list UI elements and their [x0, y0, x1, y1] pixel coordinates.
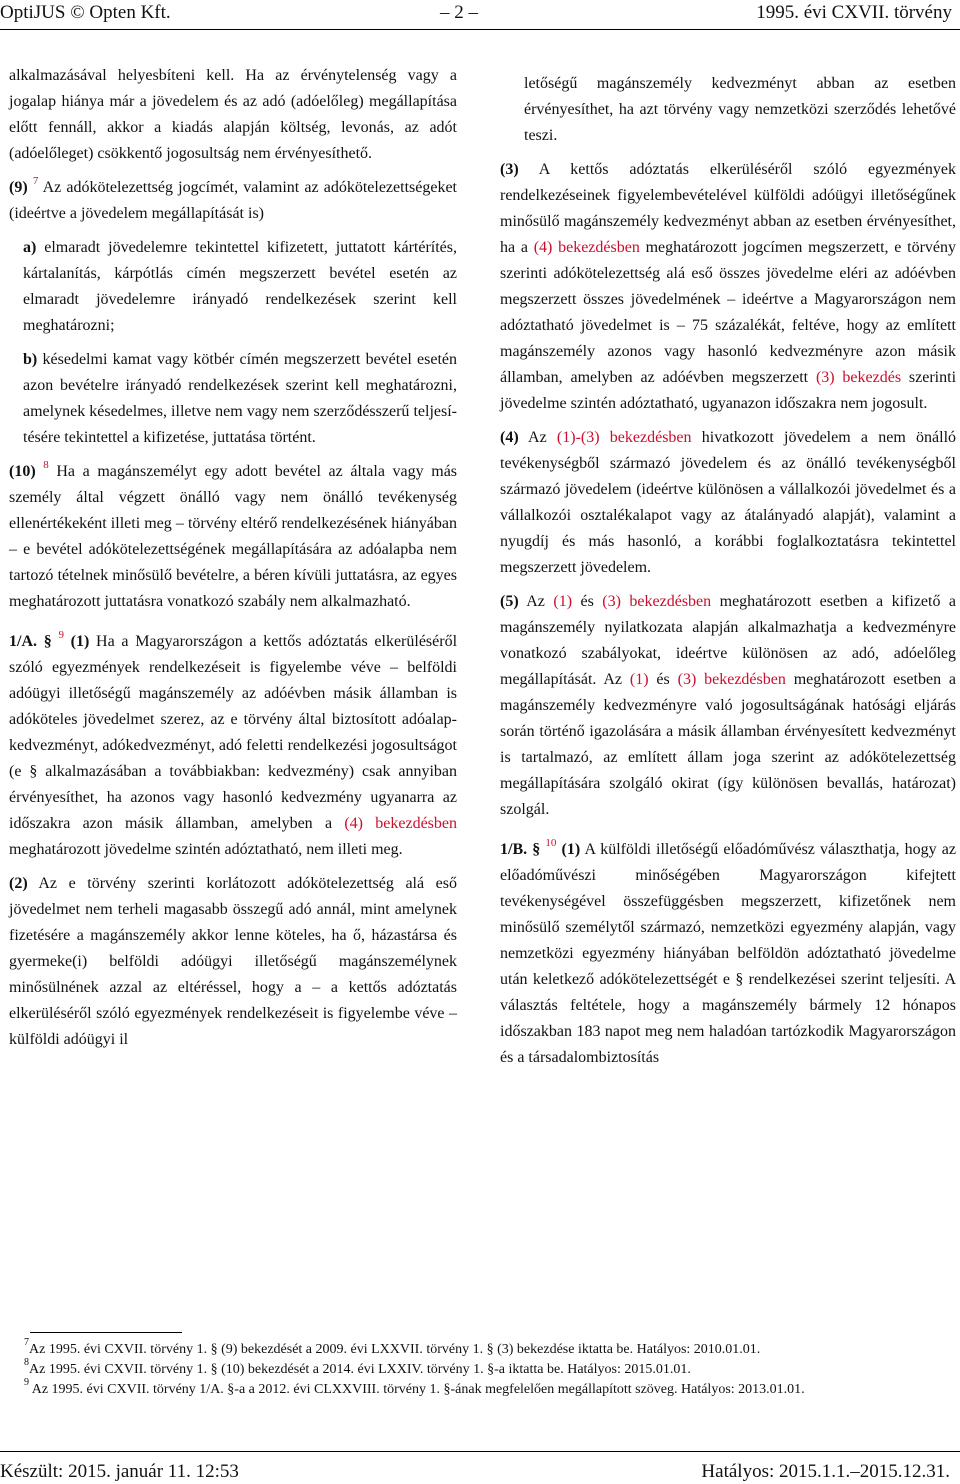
- footnote-9-number: 9: [24, 1377, 29, 1389]
- point-a-text: elmaradt jövedelemre tekintettel kifizetett, juttatott kártérítés, kártalanítás, kárpótlás címén megszerzett bevétel esetén az elmaradt jövedelemre irányadó rendelkezések szerint kell meghatározni;: [23, 239, 458, 334]
- section-1b-paragraph-1: [500, 837, 956, 1071]
- section-1a-p5-number: (5): [500, 593, 519, 610]
- footnote-divider: [30, 1332, 182, 1333]
- paragraph-9-text: Az adókötelezettség jogcímét, valamint az adókötelezettségeket (ideértve a jövedelem megállapítását is): [9, 179, 458, 222]
- footer-effective: Hatályos: 2015.1.1.–2015.12.31.: [701, 1461, 950, 1482]
- section-1a-label: 1/A. §: [9, 633, 52, 650]
- cross-ref-1-3-bekezdes[interactable]: (1)-(3) bekezdésben: [556, 429, 692, 446]
- section-1a-p5-text-5: meghatározott esetben a magánszemély kedvezményre való jogosultságának hatósági eljárás során történő igazolására a másik államban érvényesített kedvezményt is tartalmazó, az említett állam joga szerint az adókötelezettség megállapítására szolgáló okirat (így különösen bevallás, határozat) szolgál.: [500, 671, 957, 818]
- intro-paragraph: alkalmazásával helyesbíteni kell. Ha az érvénytelenség vagy a jogalap hiánya már a jövedelem és az adó (adóelőleg) megállapítása előtt fennáll, akkor a kiadás alapján költség, levonás, az adót (adóelőleget) csökkentő jogosultság nem érvényesíthető.: [9, 67, 457, 162]
- footnote-ref-8[interactable]: 8: [43, 458, 49, 471]
- section-1a-p4-number: (4): [500, 429, 519, 446]
- section-1a-p5-text-2: és: [580, 593, 594, 610]
- footer-divider: [0, 1451, 960, 1452]
- header-divider: [0, 29, 960, 30]
- footnote-8-number: 8: [24, 1357, 29, 1369]
- section-1a-p1-number: (1): [70, 633, 90, 650]
- cross-ref-3-bekezdesben[interactable]: (3) bekezdésben: [602, 593, 712, 610]
- section-1a-p4-text-2: hivatkozott jövedelem a nem önálló tevékenységből származó jövedelem és az önálló tevékenységből származó jövedelem (ideértve különösen a vállalkozói jövedelmet és a vállalkozói osztalékalapot vagy az átalányadó alapját), valamint a nyugdíj és más hasonló, a korábbi foglalkoztatásra tekintettel megszerzett jövedelem.: [500, 429, 957, 576]
- section-1a-p4-text-1: Az: [528, 429, 547, 446]
- header-page-number: – 2 –: [440, 2, 478, 23]
- cross-ref-4-bekezdes[interactable]: (4) bekezdésben: [344, 815, 458, 832]
- section-1b-p1-number: (1): [561, 841, 581, 858]
- section-1a-paragraph-2: [9, 871, 457, 1053]
- section-1a-p3-text-3: szerinti jövedelme szintén adóztatható, ugyanazon időszakra nem jogosult.: [500, 369, 957, 412]
- right-column: [500, 71, 956, 1071]
- footnote-9-text: Az 1995. évi CXVII. törvény 1/A. §-a a 2012. évi CLXXVIII. törvény 1. §-ának megfelelően megállapított szöveg. Hatályos: 2013.01.01.: [31, 1382, 805, 1397]
- section-1a-p5-text-3: meghatározott esetben a kifizető a magánszemély nyilatkozata alapján alkalmazhatja a kedvezményre vonatkozó szabályokat, ideértve különösen az adó, adóelőleg megállapítását. Az: [500, 593, 957, 688]
- left-column: [9, 63, 457, 1053]
- point-a-label: a): [23, 239, 37, 256]
- footnote-7-text: Az 1995. évi CXVII. törvény 1. § (9) bekezdését a 2009. évi LXXVII. törvény 1. § (3) bekezdése iktatta be. Hatályos: 2010.01.01.: [29, 1342, 761, 1357]
- section-1a-paragraph-4: [500, 425, 956, 581]
- footnote-7-number: 7: [24, 1337, 29, 1349]
- section-1a-p3-text-2: meghatározott jogcímen megszerzett, e törvény szerinti adókötelezettség alá eső összes jövedelme eléri az adóévben megszerzett összes jövedelmének – ideértve a Magyarországon nem adóztatható jövedelmet is – 75 százalékát, feltéve, hogy az említett magánszemély azonos vagy hasonló kedvezményre azon másik államban, amelyben az adóévben megszerzett: [500, 239, 957, 386]
- footnote-8-text: Az 1995. évi CXVII. törvény 1. § (10) bekezdését a 2014. évi LXXIV. törvény 1. §-a iktatta be. Hatályos: 2015.01.01.: [29, 1362, 691, 1377]
- paragraph-9-point-b: [9, 347, 457, 451]
- section-1a-p2-number: (2): [9, 875, 28, 892]
- cross-ref-3-bekezdes[interactable]: (3) bekezdés: [815, 369, 902, 386]
- section-1a-paragraph-3: [500, 157, 956, 417]
- footnote-ref-9[interactable]: 9: [58, 628, 64, 641]
- cross-ref-1-second[interactable]: (1): [629, 671, 649, 688]
- paragraph-10: [9, 459, 457, 615]
- footnote-7: [2, 1337, 956, 1360]
- point-b-text: késedelmi kamat vagy kötbér címén megszerzett bevétel esetén azon bevételre irányadó rendelkezések szerint kell meghatározni, amelynek késedelmes, illetve nem vagy nem szerződésszerű teljesítésére tekintettel a kifizetése, juttatása történt.: [23, 351, 458, 446]
- section-1a-p5-text-1: Az: [526, 593, 545, 610]
- paragraph-9: [9, 175, 457, 227]
- paragraph-10-text: Ha a magánszemélyt egy adott bevétel az általa vagy más személy által végzett önálló vagy nem önálló tevékenység ellenértékeként illeti meg – törvény eltérő rendelkezésének hiányában – e bevétel adókötelezettségének megállapítására az adóalapba nem tartozó tételnek minősülő bevételre, a béren kívüli juttatásra, az egyes meghatározott juttatásra vonatkozó szabály nem alkalmazható.: [9, 463, 458, 610]
- section-1b-p1-text: A külföldi illetőségű előadóművész választhatja, hogy az előadóművészi minőségében Magyarországon kifejtett tevékenységével összefüggésben megszerzett, kifizetőnek nem minősülő személytől származó, nemzetközi egyezmény alapján, vagy nemzetközi egyezmény hiányában belföldön adóztatható jövedelme után keletkező adókötelezettségét e § rendelkezései szerint teljesíti. A választás feltétele, hogy a magánszemély bármely 12 hónapos időszakban 183 napot meg nem haladóan tartózkodik Magyarországon és a társadalombiztosítás: [500, 841, 957, 1066]
- section-1a-paragraph-1: [9, 629, 457, 863]
- header-law-title: 1995. évi CXVII. törvény: [756, 2, 952, 23]
- header-publisher: OptiJUS © Opten Kft.: [0, 2, 171, 23]
- footnote-9: [2, 1377, 956, 1400]
- footnote-8: [2, 1357, 956, 1380]
- paragraph-9-point-a: [9, 235, 457, 339]
- section-1a-p1-text: Ha a Magyarországon a kettős adóztatás elkerüléséről szóló egyezmények rendelkezéseit is figyelembe véve – belföldi adóügyi illetőségű magánszemély az adóévben másik államban is adóköteles jövedelmet szerez, az e törvény által biztosított adóalap-kedvezményt, adókedvezményt, adó feletti rendelkezési jogosultságot (e § alkalmazásában a továbbiakban: kedvezmény) csak annyiban érvényesíthet, ha azonos vagy hasonló kedvezmény ugyanarra az időszakra azon másik államban, amelyben a: [9, 633, 458, 832]
- section-1a-p1-text-end: meghatározott jövedelme szintén adóztatható, nem illeti meg.: [9, 841, 403, 858]
- section-1a-p2-text: Az e törvény szerinti korlátozott adókötelezettség alá eső jövedelmet nem terheli magasabb összegű adó annál, mint amelynek fizetésére a magánszemély akkor lenne köteles, ha ő, házastársa és gyermeke(i) belföldi adóügyi illetőségű magánszemélynek minősülnének azzal az eltéréssel, hogy a – a kettős adóztatás elkerüléséről szóló egyezmények rendelkezéseit is figyelembe véve – külföldi adóügyi il: [9, 875, 457, 1048]
- paragraph-10-number: (10): [9, 463, 36, 480]
- footnotes: [2, 1337, 956, 1400]
- paragraph-9-number: (9): [9, 179, 28, 196]
- footer-created: Készült: 2015. január 11. 12:53: [0, 1461, 239, 1482]
- section-1a-p3-number: (3): [500, 161, 519, 178]
- section-1a-p3-text-1: A kettős adóztatás elkerüléséről szóló egyezmények rendelkezéseinek figyelembevételével külföldi adóügyi illetőségűnek minősülő magánszemély kedvezményt abban az esetben érvényesíthet, ha a: [500, 161, 956, 256]
- section-1b-label: 1/B. §: [500, 841, 541, 858]
- footnote-ref-10[interactable]: 10: [545, 836, 557, 849]
- point-b-label: b): [23, 351, 38, 368]
- page-footer: [0, 1461, 960, 1483]
- cross-ref-1[interactable]: (1): [553, 593, 573, 610]
- cross-ref-3-bekezdesben-second[interactable]: (3) bekezdésben: [677, 671, 786, 688]
- section-1a-p5-text-4: és: [656, 671, 670, 688]
- footnote-ref-7[interactable]: 7: [32, 174, 39, 187]
- section-1a-p2-continuation: letőségű magánszemély kedvezményt abban az esetben érvényesíthet, ha azt törvény vagy nemzetközi szerződés lehetővé teszi.: [524, 75, 956, 144]
- page-header: [0, 2, 960, 24]
- cross-ref-4-bekezdes-2[interactable]: (4) bekezdésben: [533, 239, 640, 256]
- section-1a-paragraph-5: [500, 589, 956, 823]
